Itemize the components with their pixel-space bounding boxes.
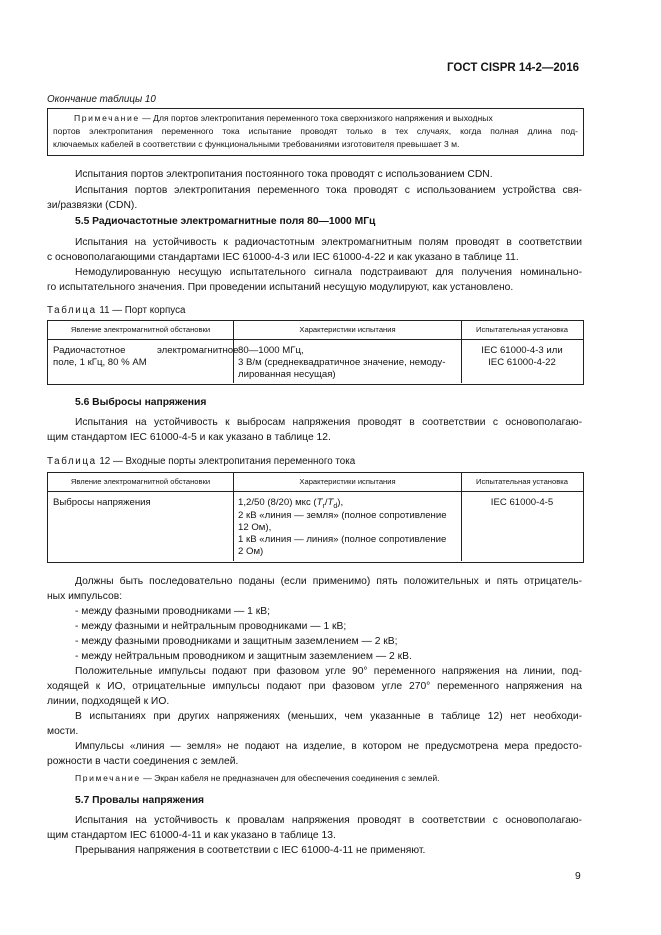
section-5-7-line-2: щим стандартом IEC 61000-4-11 и как указано в таблице 13.: [47, 830, 336, 841]
table10-note-box: [47, 108, 584, 156]
table11-cell-phenomenon-2: поле, 1 кГц, 80 % АМ: [53, 357, 147, 368]
table11-header-phenomenon: Явление электромагнитной обстановки: [70, 325, 211, 334]
section-5-7-heading: 5.7 Провалы напряжения: [75, 795, 205, 806]
section-5-7-line-3: Прерывания напряжения в соответствии с IEC 61000-4-11 не применяют.: [75, 845, 426, 856]
table11-cell-setup-1: IEC 61000-4-3 или: [481, 345, 563, 356]
phase-line-2: ходящей к ИО, отрицательные импульсы подают при фазовом угле 270° переменного напряжения на: [47, 681, 582, 692]
section-5-7-line-1: Испытания на устойчивость к провалам напряжения проводят в соответствии с основополагаю-: [75, 815, 582, 826]
table11-cell-char-3: лированная несущая): [238, 369, 336, 380]
bullet-item-3: - между фазными проводниками и защитным заземлением — 2 кВ;: [75, 636, 398, 647]
section-5-5-line-3: Немодулированную несущую испытательного сигнала подстраивают для получения номинально-: [75, 267, 582, 278]
section-5-5-line-4: го испытательного значения. При проведении испытаний несущую модулируют, как установлено.: [47, 282, 514, 293]
bullet-item-4: - между нейтральным проводником и защитным заземлением — 2 кВ.: [75, 651, 412, 662]
table11-cell-phenomenon-1b: электромагнитное: [157, 345, 239, 356]
section-5-6-heading: 5.6 Выбросы напряжения: [75, 397, 207, 408]
table11-header-setup: Испытательная установка: [476, 325, 568, 334]
table11-cell-char-2: 3 В/м (среднеквадратичное значение, немоду-: [238, 357, 446, 368]
paragraph-ac-ports-2: зи/развязки (CDN).: [47, 200, 138, 211]
table12-cell-phenomenon: Выбросы напряжения: [53, 497, 151, 508]
bullet-item-2: - между фазными и нейтральным проводниками — 1 кВ;: [75, 621, 347, 632]
table11-cell-char-1: 80—1000 МГц,: [238, 345, 304, 356]
table12-cell-char-waveform: 1,2/50 (8/20) мкс $(T_r/T_d)$,: [238, 497, 344, 510]
other-voltage-line-2: мости.: [47, 726, 79, 737]
table10-note-line-2: портов электропитания переменного тока испытание проводят только в тех случаях, когда полная длина под-: [53, 126, 578, 136]
table11-cell-phenomenon-1a: Радиочастотное: [53, 345, 126, 356]
other-voltage-line-1: В испытаниях при других напряжениях (меньших, чем указанные в таблице 12) нет необходи-: [75, 711, 582, 722]
page-number: 9: [575, 871, 581, 882]
bullet-item-1: - между фазными проводниками — 1 кВ;: [75, 606, 270, 617]
ground-line-2: рожности в части соединения с землей.: [47, 756, 239, 767]
ground-line-1: Импульсы «линия — земля» не подают на изделие, в котором не предусмотрена мера предосто-: [75, 741, 582, 752]
cable-screen-note: Примечание — Экран кабеля не предназначен для обеспечения соединения с землей.: [75, 773, 440, 783]
table12-cell-char-5: 2 Ом): [238, 546, 264, 557]
phase-line-1: Положительные импульсы подают при фазовом угле 90° переменного напряжения на линии, под-: [75, 666, 582, 677]
table11-header-characteristics: Характеристики испытания: [299, 325, 396, 334]
paragraph-dc-ports: Испытания портов электропитания постоянного тока проводят с использованием CDN.: [75, 169, 493, 180]
section-5-6-line-2: щим стандартом IEC 61000-4-5 и как указано в таблице 12.: [47, 432, 331, 443]
pulses-line-2: ных импульсов:: [47, 591, 123, 602]
phase-line-3: линии, подходящей к ИО.: [47, 696, 170, 707]
table10-note-line-3: ключаемых кабелей в соответствии с функциональными требованиями изготовителя превышает 3 м.: [53, 139, 460, 149]
section-5-5-line-1: Испытания на устойчивость к радиочастотным электромагнитным полям проводят в соответствии: [75, 237, 582, 248]
table11-cell-setup-2: IEC 61000-4-22: [488, 357, 556, 368]
document-code: ГОСТ CISPR 14-2—2016: [447, 62, 579, 74]
table11-caption: Таблица 11 — Порт корпуса: [47, 305, 186, 316]
table10-note-line-1: Примечание — Для портов электропитания переменного тока сверхнизкого напряжения и выходных: [74, 113, 493, 123]
section-5-6-line-1: Испытания на устойчивость к выбросам напряжения проводят в соответствии с основополагаю-: [75, 417, 582, 428]
pulses-line-1: Должны быть последовательно поданы (если применимо) пять положительных и пять отрицатель-: [75, 576, 582, 587]
table10-end-caption: Окончание таблицы 10: [47, 94, 156, 105]
table12-cell-char-4: 1 кВ «линия — линия» (полное сопротивление: [238, 534, 447, 545]
note-label: Примечание: [74, 113, 140, 123]
table12-cell-char-2: 2 кВ «линия — земля» (полное сопротивление: [238, 510, 447, 521]
section-5-5-line-2: с основополагающими стандартами IEC 61000-4-3 или IEC 61000-4-22 и как указано в таблице 11.: [47, 252, 519, 263]
table12-header-characteristics: Характеристики испытания: [299, 477, 396, 486]
paragraph-ac-ports-1: Испытания портов электропитания переменного тока проводят с использованием устройства свя-: [75, 185, 582, 196]
table12-header-phenomenon: Явление электромагнитной обстановки: [70, 477, 211, 486]
table12-caption: Таблица 12 — Входные порты электропитания переменного тока: [47, 456, 356, 467]
table12-cell-char-3: 12 Ом),: [238, 522, 272, 533]
table12-header-setup: Испытательная установка: [476, 477, 568, 486]
section-5-5-heading: 5.5 Радиочастотные электромагнитные поля 80—1000 МГц: [75, 216, 376, 227]
table12-cell-setup: IEC 61000-4-5: [490, 497, 554, 508]
